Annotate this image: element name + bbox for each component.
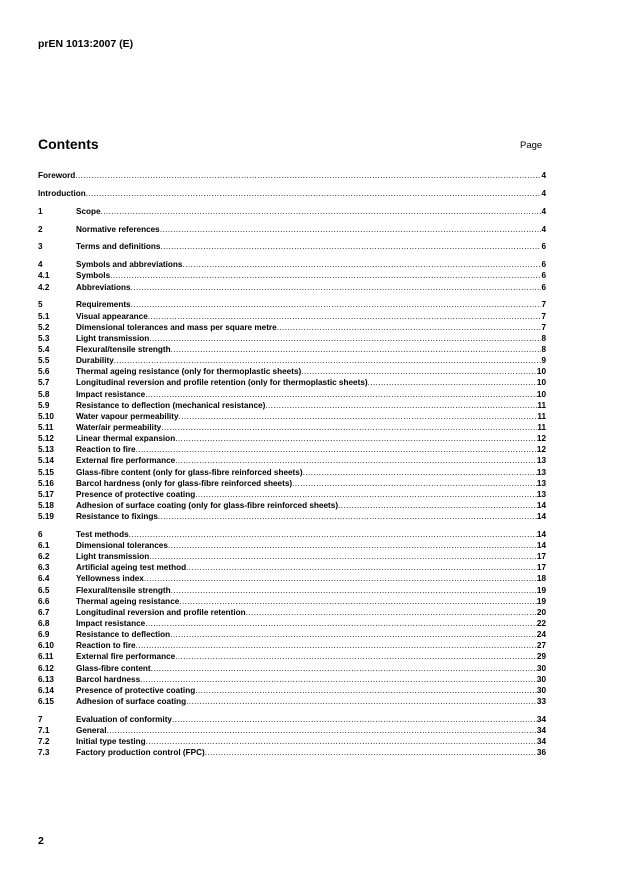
toc-entry-title: Presence of protective coating: [76, 685, 196, 695]
toc-entry-number: 6.11: [38, 652, 54, 662]
toc-leader-dots: [131, 299, 542, 310]
toc-entry-number: 5.10: [38, 411, 54, 421]
toc-entry[interactable]: [38, 170, 546, 181]
toc-entry-page: 20: [536, 607, 546, 617]
toc-leader-dots: [338, 500, 537, 511]
toc-entry-number: 6.6: [38, 596, 50, 606]
toc-entry-number: 5.4: [38, 344, 50, 354]
toc-entry-number: 6.5: [38, 585, 50, 595]
toc-entry[interactable]: [38, 422, 546, 433]
toc-entry-title: Adhesion of surface coating: [76, 697, 187, 706]
toc-entry-title: Barcol hardness: [76, 674, 141, 684]
toc-leader-dots: [175, 651, 537, 662]
toc-leader-dots: [114, 355, 542, 366]
toc-entry-title: Glass-fibre content (only for glass-fibre reinforced sheets): [76, 467, 303, 477]
toc-entry-title: Scope: [76, 206, 101, 216]
toc-entry-page: 6: [541, 260, 546, 270]
toc-entry-title: Requirements: [76, 300, 131, 310]
toc-leader-dots: [131, 282, 542, 293]
toc-entry-page: 34: [536, 725, 546, 735]
toc-entry[interactable]: [38, 736, 546, 747]
toc-leader-dots: [110, 270, 541, 281]
toc-entry-title: Light transmission: [76, 552, 150, 562]
toc-entry-page: 8: [541, 333, 546, 343]
toc-entry-title: Artificial ageing test method: [76, 563, 187, 573]
toc-leader-dots: [303, 467, 537, 478]
toc-entry-title: Symbols: [76, 271, 111, 281]
toc-entry[interactable]: [38, 241, 546, 252]
toc-leader-dots: [149, 333, 541, 344]
toc-entry[interactable]: [38, 500, 546, 511]
toc-leader-dots: [179, 411, 538, 422]
toc-leader-dots: [277, 322, 542, 333]
toc-entry-page: 4: [541, 188, 546, 198]
toc-entry-title: Yellowness index: [76, 574, 144, 584]
toc-leader-dots: [161, 422, 537, 433]
toc-leader-dots: [170, 629, 537, 640]
toc-entry-page: 13: [536, 467, 546, 477]
toc-entry[interactable]: [38, 310, 546, 321]
toc-entry-page: 30: [536, 685, 546, 695]
toc-leader-dots: [186, 696, 537, 707]
toc-entry-title: Evaluation of conformity: [76, 714, 172, 724]
toc-entry-title: Symbols and abbreviations: [76, 260, 183, 270]
toc-entry[interactable]: [38, 540, 546, 551]
toc-entry-number: 5.16: [38, 478, 54, 488]
toc-leader-dots: [145, 389, 537, 400]
toc-entry[interactable]: [38, 355, 546, 366]
toc-leader-dots: [136, 640, 537, 651]
toc-leader-dots: [151, 663, 537, 674]
toc-entry-page: 7: [541, 300, 546, 310]
toc-entry-title: Initial type testing: [76, 737, 146, 747]
toc-entry-title: Visual appearance: [76, 311, 148, 321]
toc-entry[interactable]: [38, 344, 546, 355]
toc-leader-dots: [175, 455, 537, 466]
toc-entry[interactable]: [38, 188, 546, 199]
toc-entry-page: 17: [536, 563, 546, 573]
toc-entry-number: 5.17: [38, 489, 54, 499]
toc-entry-page: 11: [537, 411, 546, 421]
toc-entry-page: 19: [536, 596, 546, 606]
toc-entry[interactable]: [38, 640, 546, 651]
toc-entry-page: 10: [536, 389, 546, 399]
toc-entry[interactable]: [38, 618, 546, 629]
toc-entry-page: 17: [536, 552, 546, 562]
toc-entry-page: 14: [536, 512, 546, 522]
toc-leader-dots: [195, 489, 537, 500]
toc-entry-number: 5.6: [38, 367, 50, 377]
toc-entry-number: 5.5: [38, 356, 50, 366]
page-column-label: Page: [520, 140, 543, 151]
toc-entry-page: 11: [537, 422, 546, 432]
toc-entry-title: Test methods: [76, 529, 129, 539]
toc-entry-number: 5: [38, 300, 43, 310]
toc-entry[interactable]: [38, 478, 546, 489]
toc-entry[interactable]: [38, 573, 546, 584]
toc-entry[interactable]: [38, 629, 546, 640]
toc-leader-dots: [186, 562, 537, 573]
table-of-contents: [38, 170, 546, 758]
toc-entry[interactable]: [38, 281, 546, 292]
toc-entry-title: Presence of protective coating: [76, 489, 196, 499]
toc-entry-number: 4: [38, 260, 43, 270]
toc-entry-title: Thermal ageing resistance (only for thermoplastic sheets): [76, 367, 302, 377]
toc-entry[interactable]: [38, 696, 546, 707]
toc-leader-dots: [171, 344, 542, 355]
toc-entry-title: Light transmission: [76, 333, 150, 343]
toc-entry-page: 34: [536, 714, 546, 724]
toc-entry[interactable]: [38, 411, 546, 422]
toc-entry-number: 6.3: [38, 563, 50, 573]
toc-entry-number: 6.12: [38, 663, 54, 673]
toc-entry[interactable]: [38, 607, 546, 618]
toc-entry-page: 12: [536, 434, 546, 444]
toc-leader-dots: [265, 400, 537, 411]
toc-leader-dots: [146, 736, 537, 747]
toc-leader-dots: [129, 529, 537, 540]
toc-entry-title: External fire performance: [76, 456, 176, 466]
toc-leader-dots: [182, 259, 541, 270]
toc-entry-page: 6: [541, 242, 546, 252]
toc-entry[interactable]: [38, 299, 546, 310]
toc-entry[interactable]: [38, 714, 546, 725]
toc-entry-number: 5.11: [38, 422, 54, 432]
toc-leader-dots: [86, 188, 542, 199]
toc-leader-dots: [136, 444, 537, 455]
toc-entry-number: 6.10: [38, 641, 54, 651]
toc-entry-title: Resistance to deflection (mechanical resistance): [76, 400, 266, 410]
toc-entry[interactable]: [38, 366, 546, 377]
toc-entry-number: 5.9: [38, 400, 50, 410]
toc-entry-page: 18: [536, 574, 546, 584]
toc-entry-number: 6.15: [38, 697, 54, 706]
toc-leader-dots: [160, 224, 542, 235]
toc-entry-page: 12: [536, 445, 546, 455]
toc-entry[interactable]: [38, 455, 546, 466]
toc-entry-title: Adhesion of surface coating (only for glass-fibre reinforced sheets): [76, 500, 339, 510]
toc-leader-dots: [160, 241, 541, 252]
toc-leader-dots: [145, 618, 537, 629]
toc-entry-page: 4: [541, 224, 546, 234]
toc-entry[interactable]: [38, 747, 546, 758]
toc-entry-title: External fire performance: [76, 652, 176, 662]
toc-entry[interactable]: [38, 489, 546, 500]
toc-leader-dots: [171, 585, 537, 596]
toc-entry[interactable]: [38, 662, 546, 673]
toc-entry-page: 11: [537, 400, 546, 410]
toc-entry-number: 4.1: [38, 271, 50, 281]
toc-entry[interactable]: [38, 466, 546, 477]
toc-entry[interactable]: [38, 270, 546, 281]
toc-entry-number: 5.1: [38, 311, 50, 321]
toc-entry-number: 6.9: [38, 630, 50, 640]
toc-entry[interactable]: [38, 206, 546, 217]
toc-entry-number: 5.14: [38, 456, 54, 466]
toc-entry-title: Resistance to deflection: [76, 630, 171, 640]
toc-entry-title: Reaction to fire: [76, 445, 136, 455]
toc-entry-number: 5.7: [38, 378, 50, 388]
toc-entry-number: 7: [38, 714, 43, 724]
toc-entry-title: Normative references: [76, 224, 160, 234]
toc-leader-dots: [107, 725, 537, 736]
toc-entry-page: 29: [536, 652, 546, 662]
toc-entry-page: 13: [536, 478, 546, 488]
toc-entry-page: 4: [541, 206, 546, 216]
toc-entry-page: 14: [536, 500, 546, 510]
toc-entry-page: 7: [541, 322, 546, 332]
toc-leader-dots: [149, 551, 537, 562]
toc-entry[interactable]: [38, 388, 546, 399]
toc-entry-number: 5.18: [38, 500, 54, 510]
toc-leader-dots: [179, 596, 537, 607]
toc-entry-title: Flexural/tensile strength: [76, 585, 171, 595]
toc-leader-dots: [368, 377, 537, 388]
toc-entry-page: 27: [536, 641, 546, 651]
contents-heading: Contents: [38, 136, 99, 152]
toc-leader-dots: [140, 674, 537, 685]
toc-entry-page: 30: [536, 663, 546, 673]
toc-entry-title: Impact resistance: [76, 619, 146, 629]
toc-entry-title: Longitudinal reversion and profile retention (only for thermoplastic sheets): [76, 378, 368, 388]
toc-entry-number: 1: [38, 206, 43, 216]
toc-entry-title: Flexural/tensile strength: [76, 344, 171, 354]
toc-entry[interactable]: [38, 584, 546, 595]
toc-entry[interactable]: [38, 651, 546, 662]
toc-entry-number: 6.4: [38, 574, 50, 584]
toc-entry-title: Dimensional tolerances and mass per square metre: [76, 322, 277, 332]
toc-leader-dots: [101, 206, 542, 217]
toc-entry-page: 24: [536, 630, 546, 640]
toc-entry[interactable]: [38, 444, 546, 455]
toc-entry-number: 5.3: [38, 333, 50, 343]
toc-entry-title: Thermal ageing resistance: [76, 596, 180, 606]
toc-entry-title: Barcol hardness (only for glass-fibre reinforced sheets): [76, 478, 293, 488]
toc-entry-title: Reaction to fire: [76, 641, 136, 651]
document-id: prEN 1013:2007 (E): [38, 38, 134, 50]
toc-entry-number: 5.13: [38, 445, 54, 455]
toc-leader-dots: [168, 540, 537, 551]
toc-entry-number: 4.2: [38, 282, 50, 292]
toc-entry-page: 4: [541, 171, 546, 181]
toc-entry-title: Introduction: [38, 188, 86, 198]
toc-entry[interactable]: [38, 259, 546, 270]
toc-entry-page: 14: [536, 541, 546, 551]
toc-entry-title: Terms and definitions: [76, 242, 161, 252]
toc-entry[interactable]: [38, 685, 546, 696]
toc-entry-number: 5.12: [38, 434, 54, 444]
toc-entry[interactable]: [38, 725, 546, 736]
toc-entry-title: Water/air permeability: [76, 422, 162, 432]
toc-entry-page: 22: [536, 619, 546, 629]
toc-entry-page: 34: [536, 737, 546, 747]
toc-leader-dots: [175, 433, 537, 444]
toc-entry-number: 6.7: [38, 607, 50, 617]
page-number: 2: [38, 835, 44, 847]
toc-leader-dots: [301, 366, 537, 377]
toc-entry-page: 10: [536, 367, 546, 377]
toc-entry-number: 3: [38, 242, 43, 252]
toc-entry-title: Water vapour permeability: [76, 411, 179, 421]
toc-entry-title: Foreword: [38, 171, 76, 181]
toc-entry-page: 7: [541, 311, 546, 321]
toc-entry-page: 13: [536, 489, 546, 499]
toc-leader-dots: [75, 170, 541, 181]
toc-entry-page: 6: [541, 271, 546, 281]
toc-entry-title: Abbreviations: [76, 282, 131, 292]
toc-leader-dots: [195, 685, 537, 696]
toc-entry[interactable]: [38, 529, 546, 540]
toc-entry-title: General: [76, 725, 107, 735]
toc-entry-title: Impact resistance: [76, 389, 146, 399]
toc-leader-dots: [172, 714, 537, 725]
toc-entry-page: 30: [536, 674, 546, 684]
toc-leader-dots: [246, 607, 537, 618]
toc-entry-number: 6.2: [38, 552, 50, 562]
toc-entry-page: 14: [536, 529, 546, 539]
toc-entry-page: 10: [536, 378, 546, 388]
toc-leader-dots: [158, 511, 537, 522]
toc-entry[interactable]: [38, 596, 546, 607]
toc-entry[interactable]: [38, 551, 546, 562]
toc-entry[interactable]: [38, 223, 546, 234]
toc-entry-title: Longitudinal reversion and profile retention: [76, 607, 246, 617]
toc-entry-number: 6.13: [38, 674, 54, 684]
toc-entry[interactable]: [38, 322, 546, 333]
toc-leader-dots: [292, 478, 537, 489]
toc-entry-number: 7.2: [38, 737, 50, 747]
toc-entry-number: 7.1: [38, 725, 50, 735]
toc-entry-page: 13: [536, 456, 546, 466]
toc-entry-number: 6.14: [38, 685, 54, 695]
toc-entry-title: Durability: [76, 356, 114, 366]
toc-entry-number: 5.15: [38, 467, 54, 477]
toc-entry-number: 6: [38, 529, 43, 539]
toc-entry-title: Linear thermal expansion: [76, 434, 176, 444]
toc-entry-page: 33: [536, 697, 546, 706]
toc-entry-page: 8: [541, 344, 546, 354]
toc-entry-title: Dimensional tolerances: [76, 541, 168, 551]
toc-entry-title: Glass-fibre content: [76, 663, 151, 673]
toc-entry-number: 5.2: [38, 322, 50, 332]
toc-entry-number: 7.3: [38, 748, 50, 758]
toc-entry[interactable]: [38, 333, 546, 344]
toc-entry-number: 5.8: [38, 389, 50, 399]
toc-entry[interactable]: [38, 674, 546, 685]
toc-entry-number: 6.1: [38, 541, 50, 551]
toc-entry-number: 2: [38, 224, 43, 234]
toc-leader-dots: [205, 747, 537, 758]
toc-entry-title: Factory production control (FPC): [76, 748, 205, 758]
toc-entry[interactable]: [38, 377, 546, 388]
toc-entry-number: 6.8: [38, 619, 50, 629]
toc-entry[interactable]: [38, 511, 546, 522]
toc-entry-page: 6: [541, 282, 546, 292]
toc-entry-number: 5.19: [38, 512, 54, 522]
toc-entry-page: 19: [536, 585, 546, 595]
toc-entry[interactable]: [38, 433, 546, 444]
toc-entry[interactable]: [38, 400, 546, 411]
toc-leader-dots: [144, 573, 537, 584]
toc-leader-dots: [148, 311, 542, 322]
toc-entry-page: 36: [536, 748, 546, 758]
toc-entry[interactable]: [38, 562, 546, 573]
toc-entry-page: 9: [541, 356, 546, 366]
toc-entry-title: Resistance to fixings: [76, 512, 158, 522]
